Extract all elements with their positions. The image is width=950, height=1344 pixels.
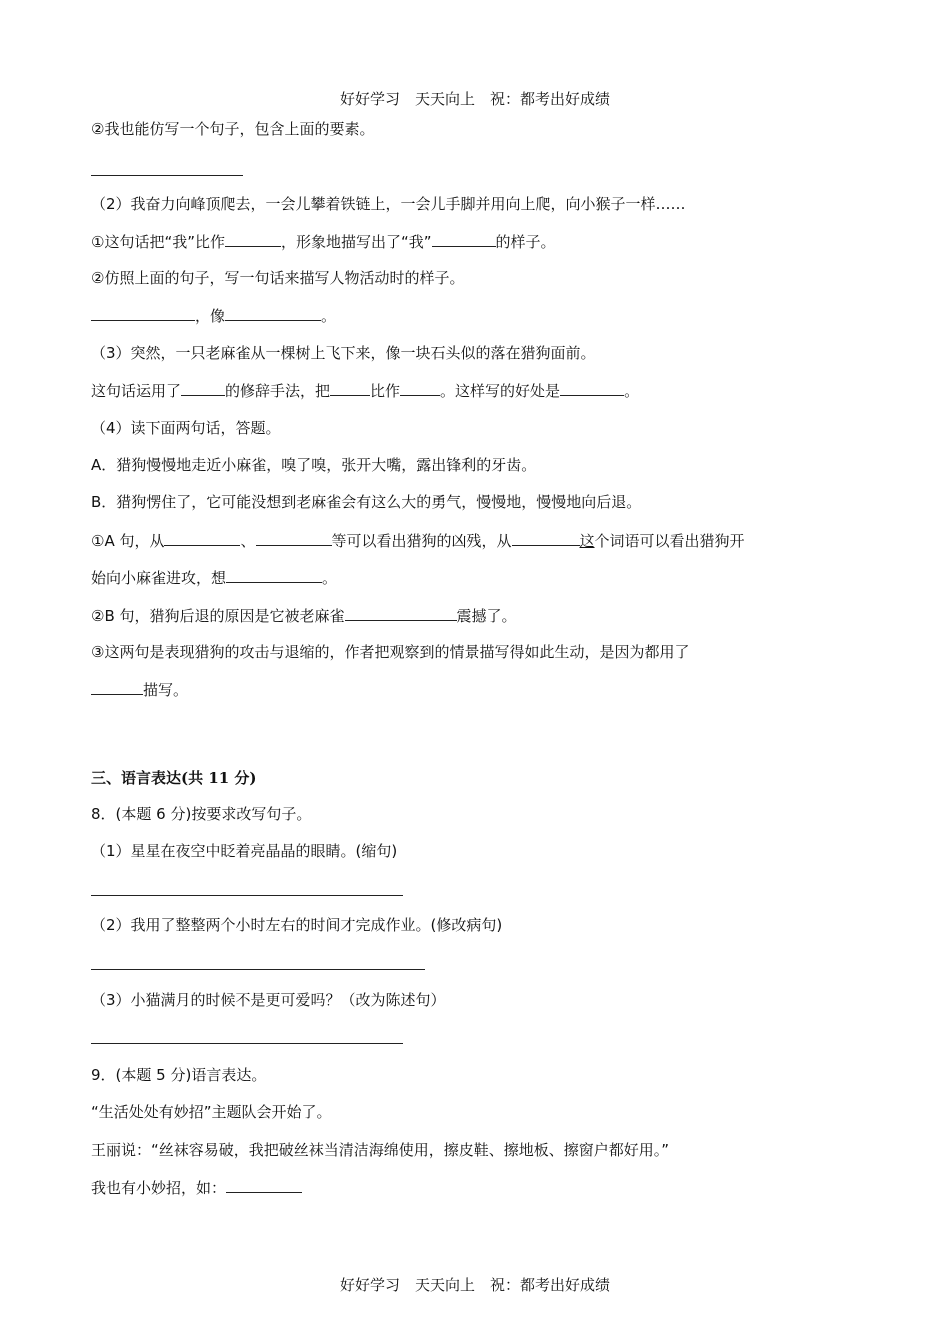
text: 。 — [321, 307, 337, 325]
blank — [345, 605, 457, 621]
text: ①这句话把“我”比作 — [91, 233, 225, 251]
section-heading: 三、语言表达(共 11 分) — [91, 769, 257, 787]
text: 。这样写的好处是 — [440, 382, 561, 400]
blank — [432, 231, 496, 247]
question-9-example: 王丽说：“丝袜容易破，我把破丝袜当清洁海绵使用，擦皮鞋、擦地板、擦窗户都好用。” — [91, 1141, 670, 1159]
question-8: 8．(本题 6 分)按要求改写句子。 — [91, 805, 312, 823]
blank — [226, 567, 322, 583]
blank — [256, 530, 332, 546]
text: 、 — [240, 532, 256, 550]
text: 比作 — [370, 382, 401, 400]
sentence-b: B．猎狗愣住了，它可能没想到老麻雀会有这么大的勇气，慢慢地，慢慢地向后退。 — [91, 493, 642, 511]
blank — [330, 380, 370, 396]
text: 等可以看出猎狗的凶残，从 — [331, 532, 512, 550]
question-9: 9．(本题 5 分)语言表达。 — [91, 1066, 267, 1084]
answer-line — [91, 969, 425, 970]
question-2-part-1 — [91, 231, 556, 252]
question-9-intro: “生活处处有妙招”主题队会开始了。 — [91, 1103, 332, 1121]
question-2-part-3 — [91, 305, 336, 326]
page-header: 好好学习 天天向上 祝：都考出好成绩 — [339, 90, 610, 108]
text: 描写。 — [143, 681, 189, 699]
text: 。 — [322, 569, 338, 587]
question-3-answer — [91, 380, 639, 401]
question-2-part-2: ②仿照上面的句子，写一句话来描写人物活动时的样子。 — [91, 269, 465, 287]
text: 个词语可以看出猎狗开 — [594, 532, 745, 550]
question-4-part-1 — [91, 530, 745, 551]
text: 的修辞手法，把 — [225, 382, 331, 400]
sentence-a: A．猎狗慢慢地走近小麻雀，嗅了嗅，张开大嘴，露出锋利的牙齿。 — [91, 456, 537, 474]
text: ②B 句，猎狗后退的原因是它被老麻雀 — [91, 607, 345, 625]
text: ①A 句，从 — [91, 532, 165, 550]
text: 始向小麻雀进攻，想 — [91, 569, 227, 587]
blank — [512, 530, 580, 546]
question-3: （3）突然，一只老麻雀从一棵树上飞下来，像一块石头似的落在猎狗面前。 — [91, 344, 596, 362]
page-footer: 好好学习 天天向上 祝：都考出好成绩 — [339, 1276, 610, 1294]
question-4-part-2 — [91, 605, 517, 626]
blank — [560, 380, 624, 396]
question-8-3: （3）小猫满月的时候不是更可爱吗？（改为陈述句） — [91, 991, 446, 1009]
blank — [226, 1177, 302, 1193]
text: 。 — [624, 382, 640, 400]
question-4-part-3-cont — [91, 679, 188, 700]
answer-line — [91, 1043, 403, 1044]
blank — [91, 679, 143, 695]
blank — [400, 380, 440, 396]
blank — [164, 530, 240, 546]
text: ，像 — [195, 307, 226, 325]
answer-line — [91, 895, 403, 896]
text: 这 — [579, 532, 595, 550]
text: ，形象地描写出了“我” — [281, 233, 432, 251]
question-4-part-3: ③这两句是表现猎狗的攻击与退缩的，作者把观察到的情景描写得如此生动，是因为都用了 — [91, 643, 690, 661]
question-8-2: （2）我用了整整两个小时左右的时间才完成作业。(修改病句) — [91, 916, 503, 934]
answer-line — [91, 175, 243, 176]
text: 震撼了。 — [456, 607, 517, 625]
blank — [225, 231, 281, 247]
question-4: （4）读下面两句话，答题。 — [91, 419, 281, 437]
text: 这句话运用了 — [91, 382, 182, 400]
text-line: ②我也能仿写一个句子，包含上面的要素。 — [91, 120, 375, 138]
blank — [181, 380, 225, 396]
question-8-1: （1）星星在夜空中眨着亮晶晶的眼睛。(缩句) — [91, 842, 398, 860]
blank — [225, 305, 321, 321]
question-2: （2）我奋力向峰顶爬去，一会儿攀着铁链上，一会儿手脚并用向上爬，向小猴子一样…… — [91, 195, 686, 213]
text: 我也有小妙招，如： — [91, 1179, 227, 1197]
blank — [91, 305, 195, 321]
text: 的样子。 — [495, 233, 556, 251]
question-4-part-1-cont — [91, 567, 337, 588]
question-9-prompt — [91, 1177, 302, 1198]
